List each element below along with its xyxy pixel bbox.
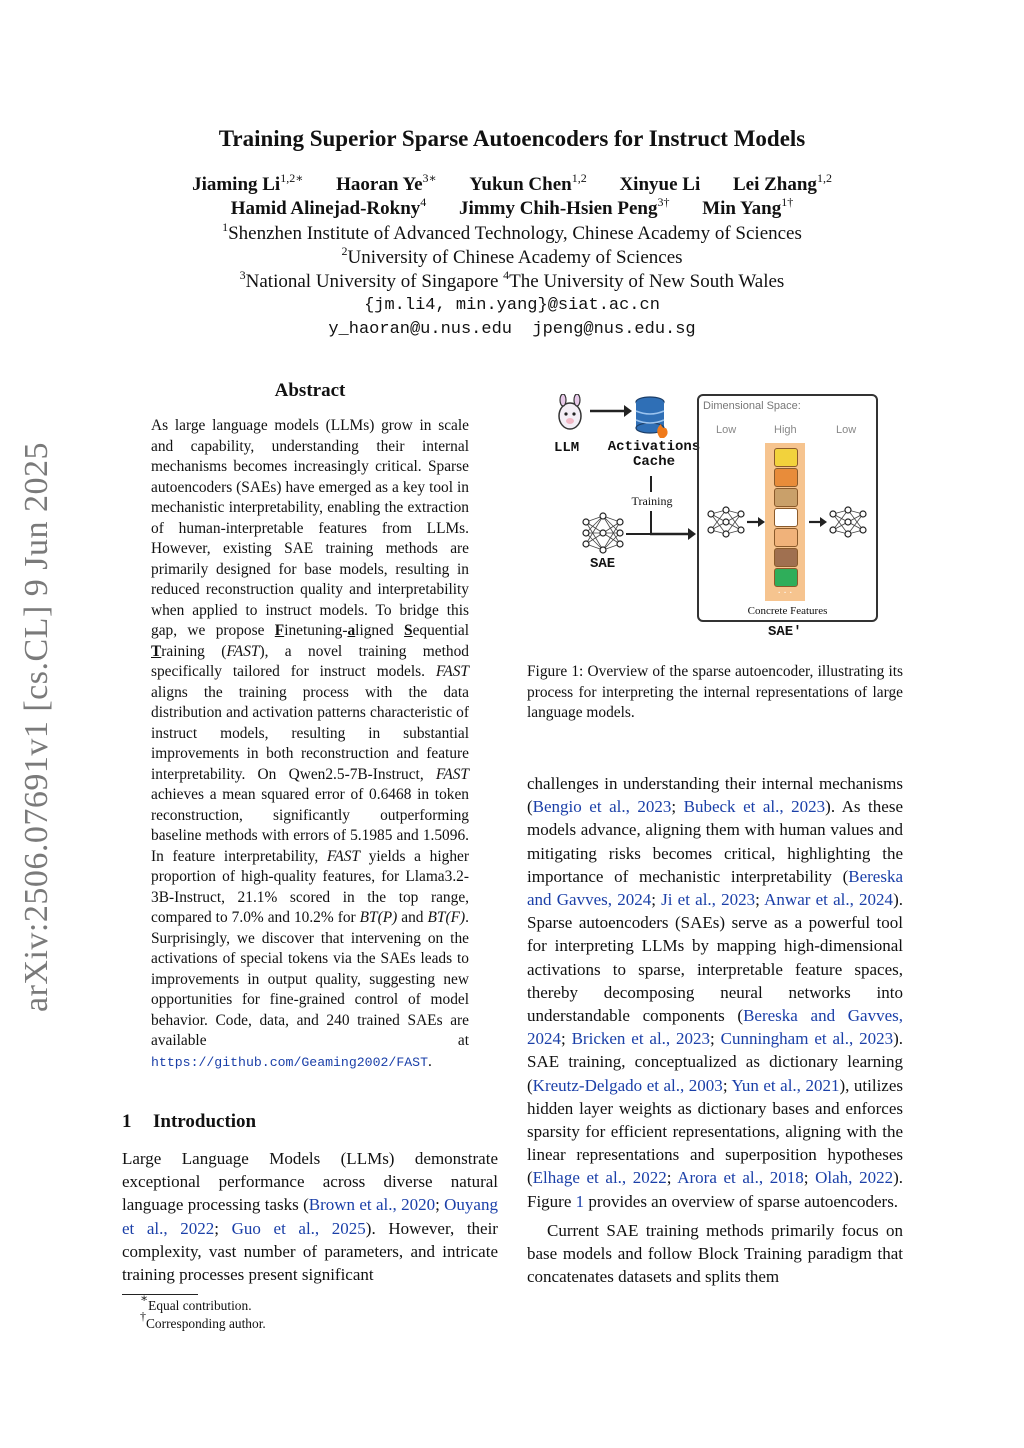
affiliation-3-4: $^3$National University of Singapore $^4$The University of New South Wales — [239, 268, 785, 292]
dimensional-space-title: Dimensional Space: — [703, 400, 801, 412]
connector-line — [650, 476, 652, 492]
abstract-body: As large language models (LLMs) grow in scale and capability, understanding their internal mechanisms becomes increasingly critical. Sparse autoencoders (SAEs) have emerged as a key tool in mechanistic interpretability, enabling the extraction of human-interpretable features from LLMs. However, existing SAE training methods are primarily designed for base models, resulting in reduced reconstruction quality and interpretability when applied to instruct models. To bridge this gap, we propose Finetuning-aligned Sequential Training (FAST), a novel training method specifically tailored for instruct models. FAST aligns the training process with the data distribution and activation patterns characteristic of instruct models, resulting in substantial improvements in both reconstruction and feature interpretability. On Qwen2.5-7B-Instruct, FAST achieves a mean squared error of 0.6468 in token reconstruction, significantly outperforming baseline methods with errors of 5.1985 and 1.5096. In feature interpretability, FAST yields a higher proportion of high-quality features, for Llama3.2-3B-Instruct, 21.1% scored in the top range, compared to 7.0% and 10.2% for BT(P) and BT(F). Surprisingly, we discover that intervening on the activations of special tokens via the SAEs leads to improvements in output quality, suggesting new opportunities for fine-grained control of model behavior. Code, data, and 240 trained SAEs are available at https://github.com/Geaming2002/FAST. — [151, 417, 469, 1070]
citation-link[interactable]: Cunningham et al., 2023 — [720, 1029, 894, 1049]
feature-tile — [774, 528, 798, 547]
citation-link[interactable]: Ji et al., 2023 — [661, 890, 756, 910]
axis-low-left: Low — [716, 424, 737, 436]
author: Haoran $Ye^{3∗}$ — [336, 171, 437, 195]
citation-link[interactable]: Elhage et al., 2022 — [532, 1168, 667, 1188]
citation-link[interactable]: Kreutz-Delgado et al., 2003 — [532, 1075, 723, 1095]
introduction-body: Large Language Models (LLMs) demonstrate exceptional performance across diverse natural language processing tasks (Brown et al., 2020; Ouyang et al., 2022; Guo et al., 2025). However, their complexity, vast number of parameters, and intricate training processes present significant — [122, 1149, 498, 1285]
footnote-corresponding-author: †Corresponding author. — [140, 1309, 266, 1331]
email-line-1: {jm.li4, min.yang}@siat.ac.cn — [364, 296, 660, 315]
figure-1-sae-overview — [550, 390, 880, 645]
affiliation-1: $^1$Shenzhen Institute of Advanced Technology, Chinese Academy of Sciences — [222, 220, 802, 244]
feature-tile — [774, 468, 798, 487]
citation-link[interactable]: Guo et al., 2025 — [231, 1218, 366, 1238]
citation-link[interactable]: Arora et al., 2018 — [677, 1168, 804, 1188]
sae-label: SAE — [590, 556, 616, 572]
citation-link[interactable]: Olah, 2022 — [815, 1168, 894, 1188]
arrow-icon — [747, 516, 765, 528]
affiliation-2: $^2$University of Chinese Academy of Sciences — [341, 244, 683, 268]
paragraph: challenges in understanding their internal mechanisms (Bengio et al., 2023; Bubeck et al., 2023). As these models advance, aligning them with human values and mitigating risks becomes critical, highlighting the importance of mechanistic interpretability (Bereska and Gavves, 2024; Ji et al., 2023; Anwar et al., 2024). Sparse autoencoders (SAEs) serve as a powerful tool for interpreting LLMs by mapping high-dimensional activations to sparse, interpretable feature spaces, thereby decomposing neural networks into understandable components (Bereska and Gavves, 2024; Bricken et al., 2023; Cunningham et al., 2023). SAE training, conceptualized as dictionary learning (Kreutz-Delgado et al., 2003; Yun et al., 2021), utilizes hidden layer weights as dictionary bases and enforces sparsity for efficient representations, aligning with the linear representations and superposition hypotheses (Elhage et al., 2022; Arora et al., 2018; Olah, 2022). Figure 1 provides an overview of sparse autoencoders. — [527, 774, 904, 1211]
citation-link[interactable]: Bereska and Gavves, 2024 — [527, 1006, 903, 1049]
feature-tile — [774, 568, 798, 587]
author: Jimmy Chih-Hsien Peng$^{3\dagger}$ — [459, 195, 670, 219]
paragraph: Current SAE training methods primarily focus on base models and follow Block Training paradigm that concatenates datasets and splits them — [527, 1220, 903, 1287]
author: Xinyue Li — [619, 174, 701, 195]
citation-link[interactable]: Brown et al., 2020 — [308, 1195, 436, 1215]
citation-link[interactable]: Bricken et al., 2023 — [571, 1029, 711, 1049]
section-heading-introduction: 1 Introduction — [122, 1111, 257, 1132]
author: Jiaming $Li^{1,2∗}$ — [192, 171, 304, 195]
citation-link[interactable]: Bereska and Gavves, 2024 — [527, 866, 903, 910]
arxiv-identifier-stamp: arXiv:2506.07691v1 [cs.CL] 9 Jun 2025 — [18, 441, 55, 1012]
feature-strip — [765, 443, 805, 601]
arrow-icon — [809, 516, 827, 528]
feature-tile — [774, 448, 798, 467]
concrete-features-label: Concrete Features — [747, 605, 828, 617]
training-label: Training — [631, 494, 673, 508]
feature-tile — [774, 488, 798, 507]
footnote-divider — [122, 1294, 198, 1295]
database-icon — [634, 396, 670, 440]
author-list-line-1 — [0, 171, 1024, 196]
citation-link[interactable]: Yun et al., 2021 — [731, 1075, 840, 1095]
dimensional-space-panel — [697, 394, 878, 622]
author: Lei Zhang$^{1,2}$ — [732, 171, 832, 195]
email-line-2: y_haoran@u.nus.edu jpeng@nus.edu.sg — [328, 320, 696, 339]
citation-link[interactable]: Ouyang et al., 2022 — [122, 1195, 498, 1238]
axis-low-right: Low — [836, 424, 857, 436]
paper-title: Training Superior Sparse Autoencoders for Instruct Models — [218, 126, 806, 151]
feature-tile — [774, 548, 798, 567]
activations-cache-label: Activations Cache — [607, 439, 701, 470]
figure-1-caption: Figure 1: Overview of the sparse autoencoder, illustrating its process for interpreting the internal representations of large language models. — [527, 663, 903, 721]
arrow-icon — [590, 404, 632, 418]
arrow-icon — [650, 527, 696, 541]
llm-label: LLM — [554, 440, 580, 456]
connector-line — [626, 533, 652, 535]
footnote-equal-contribution: ∗Equal contribution. — [140, 1291, 252, 1313]
feature-tile — [774, 508, 798, 527]
decoder-network-icon — [829, 506, 867, 538]
neural-network-icon — [582, 512, 624, 554]
author: Yukun Chen$^{1,2}$ — [469, 171, 587, 195]
abstract-heading: Abstract — [274, 380, 346, 401]
code-repository-link[interactable]: https://github.com/Geaming2002/FAST — [151, 1054, 428, 1070]
axis-high: High — [774, 424, 797, 436]
sae-prime-label: SAE' — [768, 624, 802, 640]
author-list-line-2 — [0, 195, 1024, 220]
right-column-body — [527, 772, 903, 1288]
figure-reference-link[interactable]: 1 — [575, 1191, 585, 1211]
citation-link[interactable]: Bubeck et al., 2023 — [683, 797, 826, 817]
more-features-marker: · · · — [777, 588, 793, 599]
author: Hamid Alinejad-Rokny$^4$ — [230, 195, 427, 219]
citation-link[interactable]: Anwar et al., 2024 — [764, 890, 894, 910]
citation-link[interactable]: Bengio et al., 2023 — [532, 797, 672, 817]
llama-icon — [554, 394, 586, 432]
encoder-network-icon — [707, 506, 745, 538]
author: Min Yang$^{1\dagger}$ — [702, 195, 794, 219]
